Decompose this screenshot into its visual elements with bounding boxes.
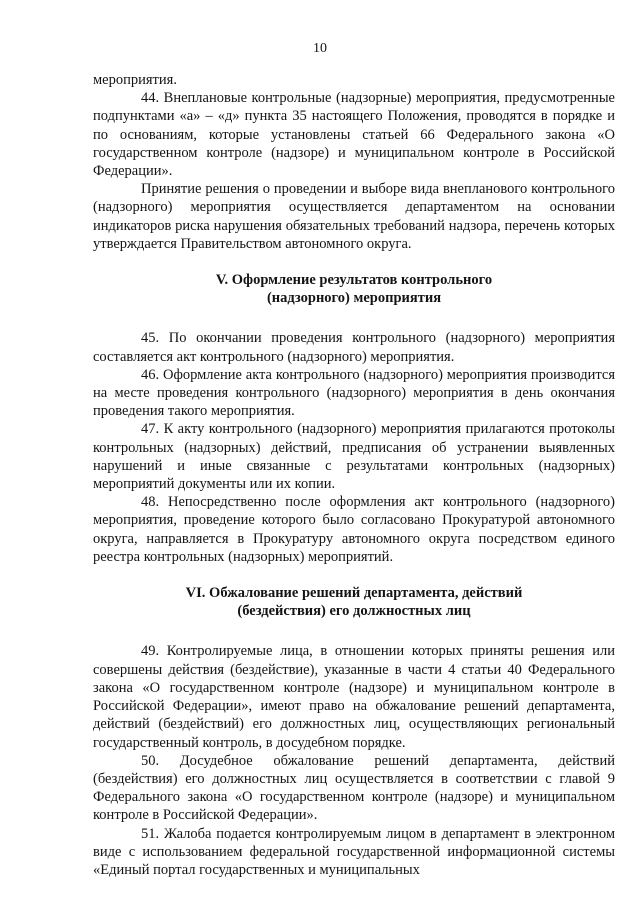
- section-5-heading-line-1: V. Оформление результатов контрольного: [215, 272, 493, 289]
- paragraph-49: 49. Контролируемые лица, в отношении которых приняты решения или совершены действия (бездействие), указанные в части 4 статьи 40 Федерального закона «О государственном контроле (надзоре) и муниципальном контроле в Российской Федерации», имеют право на обжалование решений департамента, действий (бездействий) его должностных лиц, осуществляющих региональный государственный контроль, в досудебном порядке.: [93, 643, 615, 751]
- paragraph-50: 50. Досудебное обжалование решений департамента, действий (бездействия) его должностных лиц осуществляется в соответствии с главой 9 Федерального закона «О государственном контроле (надзоре) и муниципальном контроле в Российской Федерации».: [93, 752, 615, 824]
- section-spacer: [93, 307, 615, 329]
- page-number: 10: [313, 41, 327, 56]
- paragraph-47: 47. К акту контрольного (надзорного) мероприятия прилагаются протоколы контрольных (надзорных) действий, предписания об устранении выявленных нарушений и иные связанные с результатами контрольных (надзорных) мероприятий документы или их копии.: [93, 421, 615, 493]
- section-5-heading: [93, 271, 615, 307]
- paragraph-46: 46. Оформление акта контрольного (надзорного) мероприятия производится на месте проведения контрольного (надзорного) мероприятия в день окончания проведения такого мероприятия.: [93, 366, 615, 420]
- paragraph-45: 45. По окончании проведения контрольного (надзорного) мероприятия составляется акт контрольного (надзорного) мероприятия.: [93, 330, 615, 365]
- section-spacer: [93, 253, 615, 271]
- section-spacer: [93, 620, 615, 642]
- paragraph-44: 44. Внеплановые контрольные (надзорные) мероприятия, предусмотренные подпунктами «а» – «д» пункта 35 настоящего Положения, проводятся в порядке и по основаниям, которые установлены статьей 66 Федерального закона «О государственном контроле (надзоре) и муниципальном контроле в Российской Федерации».: [93, 90, 615, 180]
- section-6-heading: [93, 584, 615, 620]
- document-body: [93, 71, 615, 879]
- section-6-heading-line-2: (бездействия) его должностных лиц: [237, 603, 471, 620]
- section-5-heading-line-2: (надзорного) мероприятия: [266, 290, 442, 307]
- section-spacer: [93, 566, 615, 584]
- paragraph-continuation: мероприятия.: [93, 72, 177, 88]
- paragraph-44-decision: Принятие решения о проведении и выборе вида внепланового контрольного (надзорного) мероприятия осуществляется департаментом на основании индикаторов риска нарушения обязательных требований надзора, перечень которых утверждается Правительством автономного округа.: [93, 181, 615, 252]
- paragraph-51: 51. Жалоба подается контролируемым лицом в департамент в электронном виде с использованием федеральной государственной информационной системы «Единый портал государственных и муниципальных: [93, 825, 615, 878]
- paragraph-48: 48. Непосредственно после оформления акт контрольного (надзорного) мероприятия, проведение которого было согласовано Прокуратурой автономного округа, направляется в Прокуратуру автономного округа посредством единого реестра контрольных (надзорных) мероприятий.: [93, 494, 615, 565]
- section-6-heading-line-1: VI. Обжалование решений департамента, действий: [185, 585, 523, 602]
